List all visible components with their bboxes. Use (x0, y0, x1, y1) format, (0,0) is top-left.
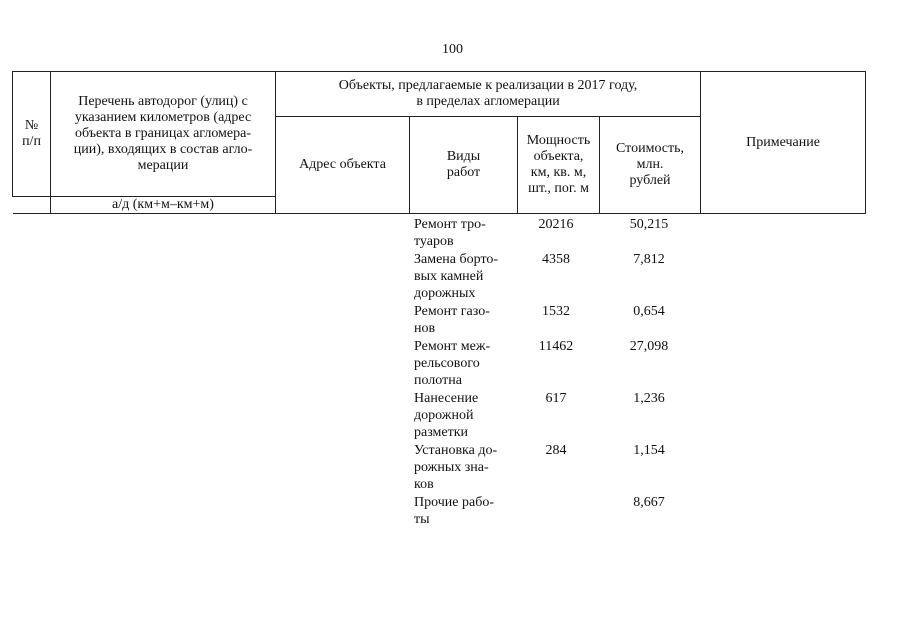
header-work-types: Виды работ (410, 117, 518, 214)
work-type: Ремонт тро- туаров (414, 217, 486, 249)
page-number: 100 (442, 42, 463, 57)
table-row (0, 251, 905, 303)
header-number-blank (13, 197, 51, 214)
header-number: № п/п (13, 72, 51, 197)
capacity-value: 4358 (542, 252, 570, 267)
header-capacity: Мощность объекта, км, кв. м, шт., пог. м (518, 117, 600, 214)
capacity-value: 20216 (538, 217, 574, 232)
work-type: Установка до- рожных зна- ков (414, 443, 498, 492)
work-type: Нанесение дорожной разметки (414, 391, 479, 440)
header-address: Адрес объекта (276, 117, 410, 214)
header-cost: Стоимость, млн. рублей (600, 117, 701, 214)
capacity-value: 284 (545, 443, 567, 458)
work-type: Ремонт газо- нов (414, 304, 490, 336)
header-objects-group: Объекты, предлагаемые к реализации в 2017 году, в пределах агломерации (276, 72, 701, 117)
capacity-value: 1532 (542, 304, 570, 319)
table-header (12, 71, 866, 214)
table-row (0, 494, 905, 529)
cost-value: 7,812 (633, 252, 665, 267)
table-row (0, 216, 905, 251)
work-type: Замена борто- вых камней дорожных (414, 252, 499, 301)
capacity-value: 617 (545, 391, 567, 406)
table-body (0, 216, 905, 529)
cost-value: 1,154 (633, 443, 665, 458)
cost-value: 50,215 (629, 217, 669, 232)
cost-value: 1,236 (633, 391, 665, 406)
header-note: Примечание (701, 72, 866, 214)
cost-value: 27,098 (629, 339, 669, 354)
table-row (0, 390, 905, 442)
table-row (0, 338, 905, 390)
table-row (0, 442, 905, 494)
cost-value: 8,667 (633, 495, 665, 510)
header-road-format: а/д (км+м–км+м) (51, 197, 276, 214)
cost-value: 0,654 (633, 304, 665, 319)
table-row (0, 303, 905, 338)
work-type: Ремонт меж- рельсового полотна (414, 339, 491, 388)
capacity-value: 11462 (538, 339, 574, 354)
work-type: Прочие рабо- ты (414, 495, 494, 527)
header-roads-list: Перечень автодорог (улиц) с указанием километров (адрес объекта в границах агломера- ции), входящих в состав агло- мерации (51, 72, 276, 197)
